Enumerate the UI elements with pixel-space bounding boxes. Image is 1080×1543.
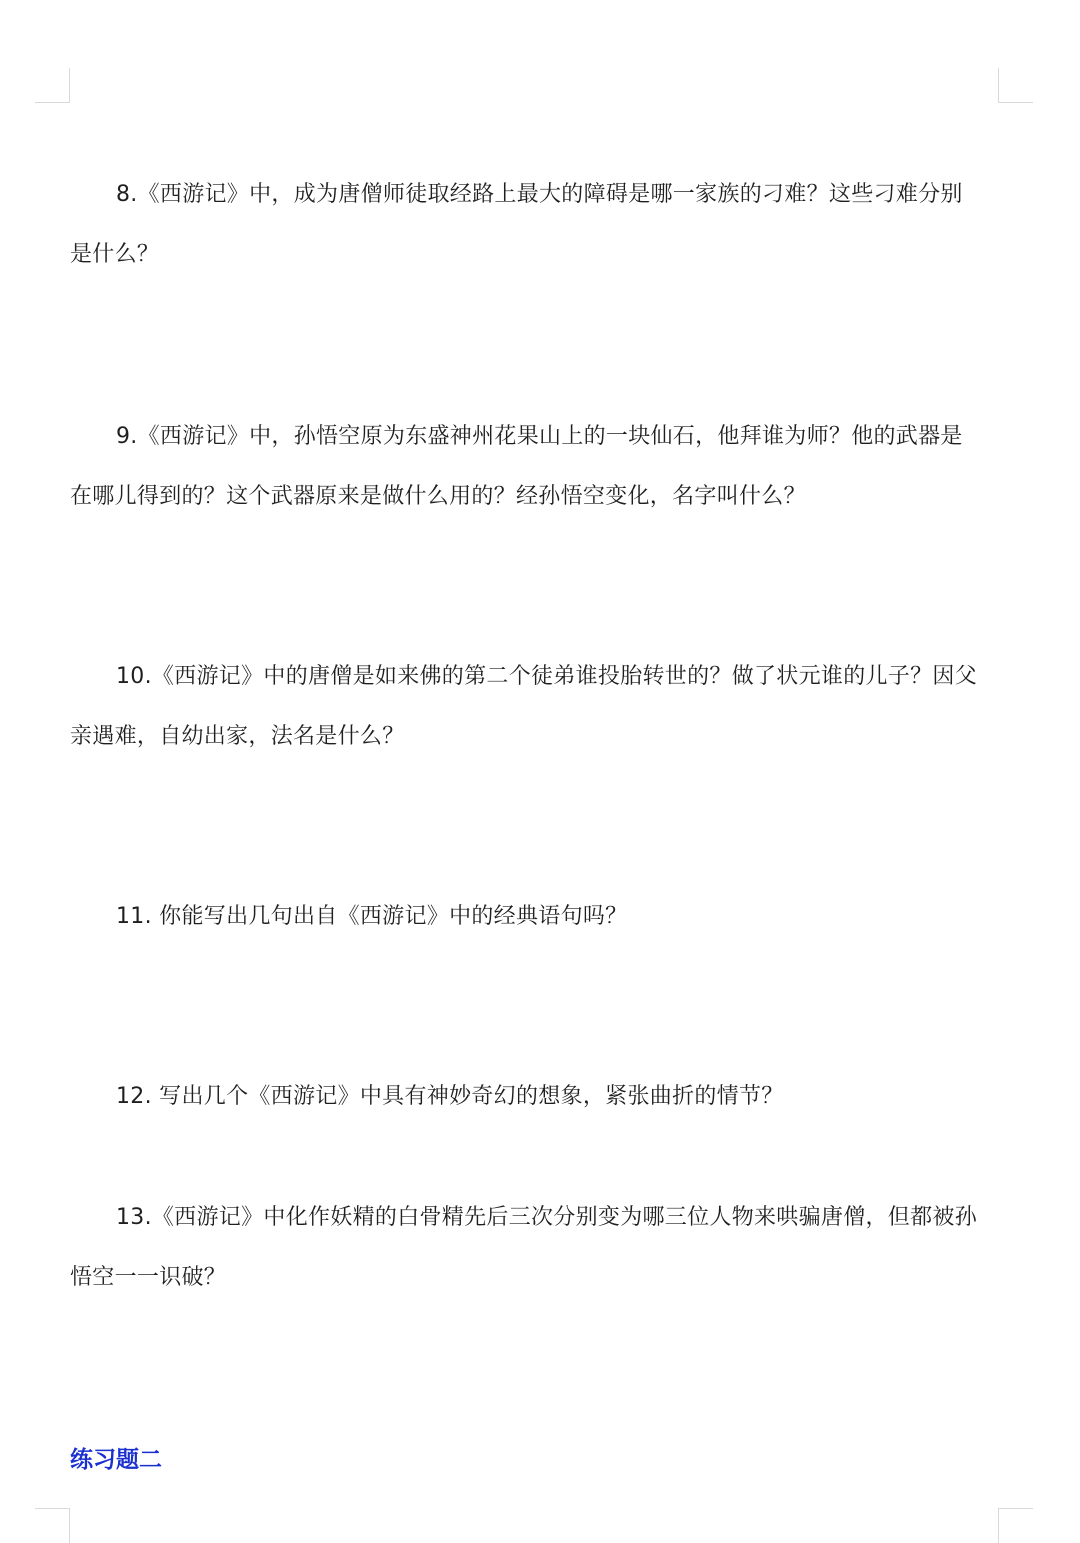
question-9 [70, 407, 1005, 527]
question-12 [70, 1067, 1005, 1127]
question-line: 是什么？ [70, 242, 160, 267]
question-line: 13.《西游记》中化作妖精的白骨精先后三次分别变为哪三位人物来哄骗唐僧，但都被孙 [116, 1205, 977, 1230]
question-line: 8.《西游记》中，成为唐僧师徒取经路上最大的障碍是哪一家族的刁难？这些刁难分别 [116, 182, 963, 207]
question-line: 11. 你能写出几句出自《西游记》中的经典语句吗？ [116, 904, 628, 929]
question-line: 亲遇难，自幼出家，法名是什么？ [70, 724, 405, 749]
page-corner-mark-bottom-left [35, 1508, 70, 1543]
question-line: 9.《西游记》中，孙悟空原为东盛神州花果山上的一块仙石，他拜谁为师？他的武器是 [116, 424, 963, 449]
page-corner-mark-bottom-right [998, 1508, 1033, 1543]
question-line: 12. 写出几个《西游记》中具有神妙奇幻的想象，紧张曲折的情节？ [116, 1084, 784, 1109]
question-line: 在哪儿得到的？这个武器原来是做什么用的？经孙悟空变化，名字叫什么？ [70, 484, 806, 509]
question-8 [70, 165, 1005, 285]
question-11 [70, 887, 1005, 947]
question-13 [70, 1188, 1005, 1308]
section-title: 练习题二 [70, 1447, 162, 1473]
question-line: 10.《西游记》中的唐僧是如来佛的第二个徒弟谁投胎转世的？做了状元谁的儿子？因父 [116, 664, 977, 689]
page-corner-mark-top-left [35, 68, 70, 103]
page-corner-mark-top-right [998, 68, 1033, 103]
question-10 [70, 647, 1005, 767]
question-line: 悟空一一识破？ [70, 1265, 227, 1290]
